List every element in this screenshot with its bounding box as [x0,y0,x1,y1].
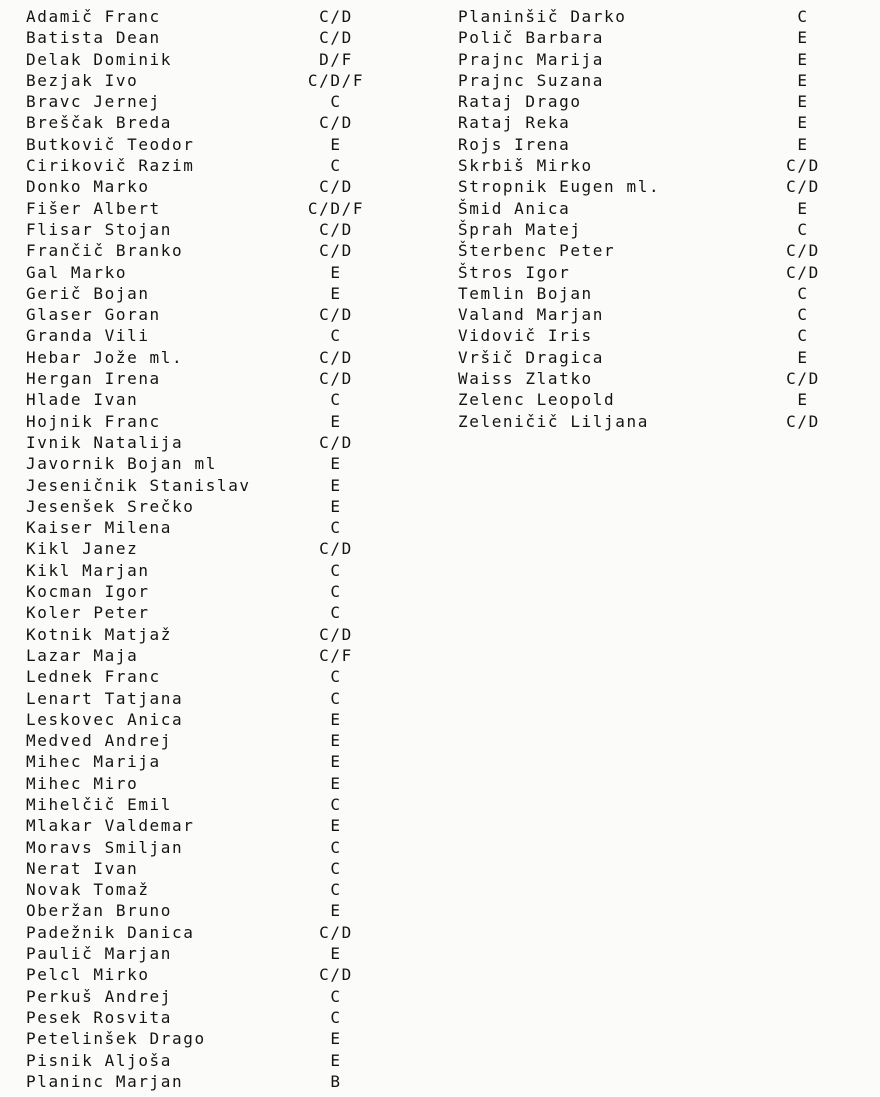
person-name: Perkuš Andrej [26,986,173,1006]
person-name: Valand Marjan [458,305,605,325]
list-item [26,389,376,410]
list-item [26,709,376,730]
list-item [458,176,858,197]
license-category: C/D [319,432,353,452]
person-name: Temlin Bojan [458,283,593,303]
license-category: E [330,1050,342,1070]
person-name: Fišer Albert [26,198,161,218]
license-category: C/D [786,156,820,176]
list-item [26,1007,376,1028]
list-item [26,176,376,197]
list-item [26,688,376,709]
person-name: Planinšič Darko [458,7,627,26]
list-item [458,198,858,219]
list-item [458,368,858,389]
person-name: Frančič Branko [26,241,184,261]
person-name: Šprah Matej [458,219,582,239]
person-name: Medved Andrej [26,731,173,751]
list-item [458,112,858,133]
list-item [26,943,376,964]
person-name: Zelenc Leopold [458,390,616,410]
license-category: C [330,582,342,602]
license-category: E [797,390,809,410]
list-item [458,347,858,368]
license-category: C/D [319,177,353,197]
person-name: Rojs Irena [458,134,571,154]
right-name-column [458,6,858,432]
person-name: Adamič Franc [26,7,161,26]
list-item [26,325,376,346]
person-name: Mlakar Valdemar [26,816,195,836]
list-item [458,6,858,27]
list-item [26,198,376,219]
license-category: C [797,219,809,239]
list-item [26,347,376,368]
list-item [26,645,376,666]
person-name: Vršič Dragica [458,347,605,367]
person-name: Vidovič Iris [458,326,593,346]
person-name: Hebar Jože ml. [26,347,184,367]
person-name: Šterbenc Peter [458,241,616,261]
list-item [26,986,376,1007]
person-name: Breščak Breda [26,113,173,133]
license-category: C/D [319,305,353,325]
person-name: Glaser Goran [26,305,161,325]
person-name: Pelcl Mirko [26,965,150,985]
list-item [26,27,376,48]
person-name: Javornik Bojan ml [26,454,217,474]
person-name: Prajnc Suzana [458,70,605,90]
person-name: Pesek Rosvita [26,1007,173,1027]
license-category: C/D [319,965,353,985]
person-name: Skrbiš Mirko [458,156,593,176]
list-item [26,70,376,91]
list-item [26,6,376,27]
list-item [26,560,376,581]
license-category: C [330,560,342,580]
list-item [26,91,376,112]
person-name: Mihec Marija [26,752,161,772]
license-category: C [797,283,809,303]
license-category: C [330,986,342,1006]
list-item [26,155,376,176]
person-name: Kikl Janez [26,539,139,559]
person-name: Bezjak Ivo [26,70,139,90]
license-category: E [330,411,342,431]
person-name: Paulič Marjan [26,944,173,964]
person-name: Jeseničnik Stanislav [26,475,251,495]
license-category: C [330,603,342,623]
license-category: C/D/F [307,70,365,90]
person-name: Kikl Marjan [26,560,150,580]
license-category: C/D [319,241,353,261]
person-name: Kotnik Matjaž [26,624,173,644]
license-category: B [330,1071,342,1091]
license-category: E [330,816,342,836]
list-item [26,432,376,453]
list-item [26,624,376,645]
list-item [26,900,376,921]
list-item [26,112,376,133]
list-item [26,411,376,432]
person-name: Petelinšek Drago [26,1029,206,1049]
list-item [26,240,376,261]
license-category: C [330,390,342,410]
person-name: Hojnik Franc [26,411,161,431]
person-name: Jesenšek Srečko [26,496,195,516]
license-category: C [797,7,809,26]
license-category: C/D [319,922,353,942]
license-category: E [797,113,809,133]
license-category: E [330,475,342,495]
license-category: C/D [319,28,353,48]
license-category: E [797,198,809,218]
person-name: Moravs Smiljan [26,837,184,857]
license-category: E [330,134,342,154]
license-category: E [797,49,809,69]
license-category: C/D [319,539,353,559]
person-name: Oberžan Bruno [26,901,173,921]
license-category: C/D [786,262,820,282]
person-name: Batista Dean [26,28,161,48]
license-category: C/D [786,369,820,389]
license-category: C/D [319,219,353,239]
license-category: C [330,858,342,878]
list-item [26,794,376,815]
license-category: E [330,731,342,751]
list-item [26,1050,376,1071]
list-item [26,837,376,858]
person-name: Prajnc Marija [458,49,605,69]
list-item [458,262,858,283]
license-category: C/D [786,411,820,431]
license-category: C/D [319,369,353,389]
license-category: C [330,667,342,687]
license-category: E [330,752,342,772]
person-name: Donko Marko [26,177,150,197]
license-category: E [797,347,809,367]
list-item [26,964,376,985]
list-item [458,389,858,410]
person-name: Butkovič Teodor [26,134,195,154]
list-item [26,1028,376,1049]
list-item [458,91,858,112]
license-category: C/D [786,177,820,197]
list-item [26,517,376,538]
list-item [458,304,858,325]
person-name: Štros Igor [458,262,571,282]
list-item [26,475,376,496]
license-category: E [330,262,342,282]
person-name: Bravc Jernej [26,92,161,112]
license-category: C [797,305,809,325]
license-category: C [330,837,342,857]
person-name: Polič Barbara [458,28,605,48]
list-item [26,304,376,325]
list-item [26,496,376,517]
person-name: Stropnik Eugen ml. [458,177,661,197]
license-category: E [330,454,342,474]
license-category: C [330,92,342,112]
license-category: C [330,518,342,538]
list-item [458,325,858,346]
person-name: Mihelčič Emil [26,794,173,814]
list-item [458,219,858,240]
license-category: C/D [319,7,353,26]
license-category: E [330,944,342,964]
person-name: Kaiser Milena [26,518,173,538]
person-name: Padežnik Danica [26,922,195,942]
list-item [26,858,376,879]
person-name: Flisar Stojan [26,219,173,239]
person-name: Leskovec Anica [26,709,184,729]
license-category: C/D [319,113,353,133]
license-category: E [797,28,809,48]
license-category: E [330,283,342,303]
list-item [26,879,376,900]
person-name: Pisnik Aljoša [26,1050,173,1070]
license-category: E [797,70,809,90]
license-category: E [797,134,809,154]
list-item [458,155,858,176]
list-item [26,368,376,389]
license-category: E [330,773,342,793]
list-item [26,773,376,794]
list-item [26,922,376,943]
license-category: C [330,156,342,176]
person-name: Šmid Anica [458,198,571,218]
person-name: Mihec Miro [26,773,139,793]
license-category: C/D [786,241,820,261]
list-item [26,453,376,474]
person-name: Gerič Bojan [26,283,150,303]
list-item [26,49,376,70]
license-category: E [330,709,342,729]
person-name: Rataj Reka [458,113,571,133]
license-category: C [330,688,342,708]
person-name: Gal Marko [26,262,128,282]
license-category: C/D [319,624,353,644]
license-category: C/D [319,347,353,367]
list-item [26,815,376,836]
list-item [26,1071,376,1092]
license-category: C [330,1007,342,1027]
license-category: E [330,1029,342,1049]
person-name: Granda Vili [26,326,150,346]
license-category: D/F [319,49,353,69]
list-item [458,27,858,48]
person-name: Ivnik Natalija [26,432,184,452]
person-name: Koler Peter [26,603,150,623]
person-name: Nerat Ivan [26,858,139,878]
person-name: Lednek Franc [26,667,161,687]
list-item [26,666,376,687]
list-item [26,262,376,283]
list-item [26,219,376,240]
license-category: C/D/F [307,198,365,218]
person-name: Hergan Irena [26,369,161,389]
person-name: Rataj Drago [458,92,582,112]
license-category: E [330,901,342,921]
person-name: Cirikovič Razim [26,156,195,176]
list-item [458,411,858,432]
list-item [458,134,858,155]
person-name: Hlade Ivan [26,390,139,410]
person-name: Kocman Igor [26,582,150,602]
license-category: C/F [319,645,353,665]
license-category: C [330,794,342,814]
person-name: Delak Dominik [26,49,173,69]
person-name: Waiss Zlatko [458,369,593,389]
person-name: Novak Tomaž [26,880,150,900]
license-category: E [797,92,809,112]
license-category: C [797,326,809,346]
license-category: C [330,326,342,346]
list-item [26,602,376,623]
person-name: Lenart Tatjana [26,688,184,708]
license-category: C [330,880,342,900]
person-name: Lazar Maja [26,645,139,665]
list-item [458,283,858,304]
list-item [26,751,376,772]
list-item [26,730,376,751]
list-item [458,49,858,70]
list-item [458,240,858,261]
list-item [26,283,376,304]
license-category: E [330,496,342,516]
list-item [26,134,376,155]
list-item [458,70,858,91]
left-name-column [26,6,376,1092]
person-name: Zeleničič Liljana [458,411,649,431]
list-item [26,538,376,559]
person-name: Planinc Marjan [26,1071,184,1091]
list-item [26,581,376,602]
